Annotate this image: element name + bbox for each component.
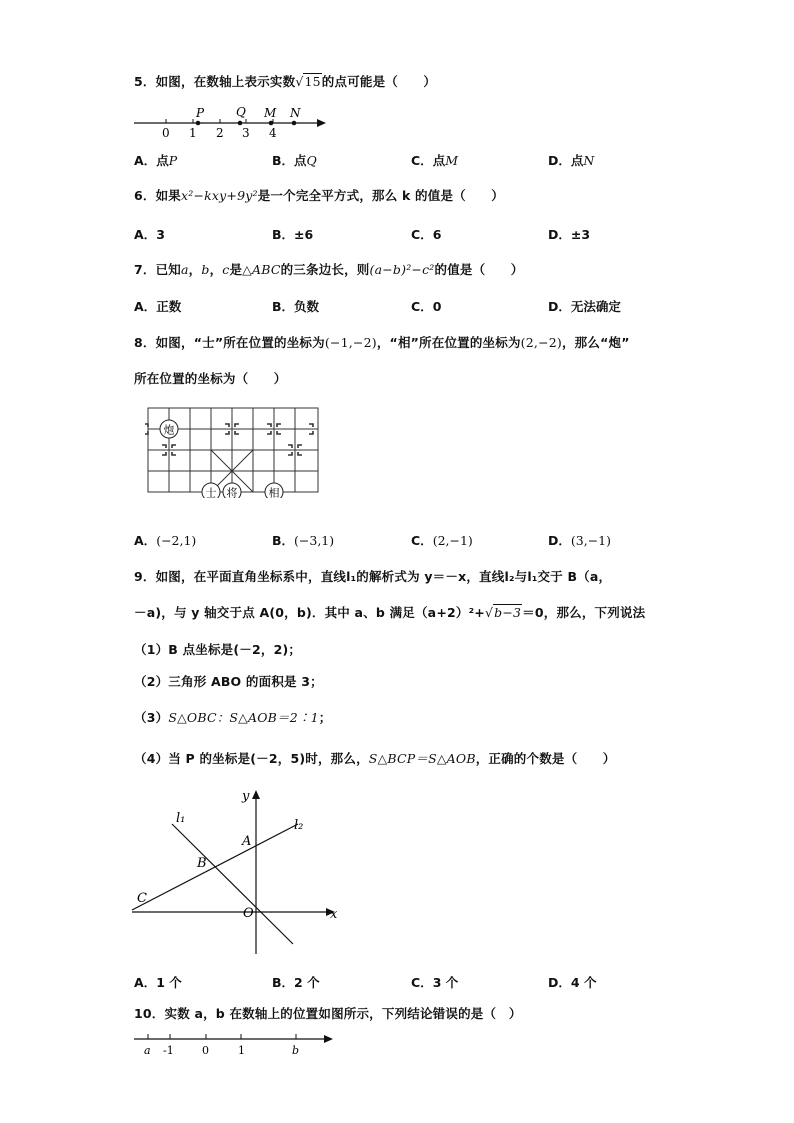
- point-P: [196, 121, 201, 126]
- point-N: [292, 121, 297, 126]
- q9-stem-line1: 9．如图，在平面直角坐标系中，直线l₁的解析式为 y＝－x，直线l₂与l₁交于 B（a，: [134, 569, 612, 584]
- q9-option-c[interactable]: C．3 个: [411, 975, 459, 990]
- label-1: 1: [238, 1044, 245, 1057]
- q5-option-d[interactable]: D．点N: [548, 153, 595, 168]
- label-M: M: [264, 106, 277, 120]
- q8-stem-line1: 8．如图，“士”所在位置的坐标为(−1,−2)，“相”所在位置的坐标为(2,−2)，那么“炮”: [134, 335, 630, 350]
- q8-option-c[interactable]: C．(2,−1): [411, 533, 473, 548]
- tick-3: 3: [242, 126, 250, 140]
- q9-statement-2: （2）三角形 ABO 的面积是 3；: [134, 674, 323, 689]
- tick-2: 2: [216, 126, 224, 140]
- q7-option-a[interactable]: A．正数: [134, 299, 182, 314]
- piece-shi-label: 士: [205, 486, 217, 498]
- label-N: N: [290, 106, 301, 120]
- y-axis-arrow-icon: [252, 790, 260, 799]
- q7-option-c[interactable]: C．0: [411, 299, 442, 314]
- q5-number-line: [130, 104, 330, 140]
- q5-stem: 5．如图，在数轴上表示实数√15的点可能是（ ）: [134, 74, 437, 89]
- q7-option-d[interactable]: D．无法确定: [548, 299, 621, 314]
- q6-option-a[interactable]: A．3: [134, 227, 165, 242]
- q9-option-a[interactable]: A．1 个: [134, 975, 182, 990]
- tick-4: 4: [269, 126, 277, 140]
- q7-stem: 7．已知a，b，c是△ABC的三条边长，则(a−b)²−c²的值是（ ）: [134, 262, 524, 277]
- q8-chess-board: [144, 404, 324, 498]
- label-y: y: [242, 789, 250, 804]
- q5-option-a[interactable]: A．点P: [134, 153, 178, 168]
- tick-0: 0: [162, 126, 170, 140]
- q7-option-b[interactable]: B．负数: [272, 299, 320, 314]
- label-P: P: [196, 106, 205, 120]
- label-x: x: [330, 907, 338, 922]
- label-B: B: [197, 856, 207, 871]
- q9-coordinate-graph: [130, 786, 346, 958]
- q9-statement-3: （3）S△OBC：S△AOB＝2∶1；: [134, 710, 332, 725]
- label-O: O: [243, 906, 254, 921]
- label-C: C: [137, 891, 147, 906]
- line-l1: [172, 824, 293, 944]
- piece-jiang-label: 将: [226, 486, 238, 498]
- q8-option-d[interactable]: D．(3,−1): [548, 533, 611, 548]
- q10-stem: 10．实数 a，b 在数轴上的位置如图所示，下列结论错误的是（ ）: [134, 1006, 522, 1021]
- q9-stem-line2: －a)，与 y 轴交于点 A(0，b)．其中 a、b 满足（a+2）²+√b−3＝0，那么，下列说法: [134, 605, 646, 620]
- q9-statement-1: （1）B 点坐标是(－2，2)；: [134, 642, 302, 657]
- label-Q: Q: [236, 105, 246, 119]
- q8-stem-line2: 所在位置的坐标为（ ）: [134, 371, 287, 386]
- label-0: 0: [202, 1044, 209, 1057]
- label-A: A: [242, 834, 252, 849]
- label-l1: l₁: [176, 811, 186, 826]
- axis-arrow-icon: [324, 1035, 333, 1043]
- point-Q: [238, 121, 243, 126]
- label-b: b: [292, 1044, 300, 1057]
- q9-option-b[interactable]: B．2 个: [272, 975, 320, 990]
- piece-pao-label: 炮: [163, 423, 175, 437]
- q5-option-b[interactable]: B．点Q: [272, 153, 317, 168]
- label-neg1: -1: [163, 1044, 174, 1057]
- q8-option-a[interactable]: A．(−2,1): [134, 533, 197, 548]
- q10-number-line: [130, 1030, 340, 1060]
- q6-stem: 6．如果x²−kxy+9y²是一个完全平方式，那么 k 的值是（ ）: [134, 188, 504, 203]
- piece-xiang-label: 相: [268, 486, 280, 498]
- axis-arrow-icon: [317, 119, 326, 127]
- q9-option-d[interactable]: D．4 个: [548, 975, 597, 990]
- q8-option-b[interactable]: B．(−3,1): [272, 533, 335, 548]
- label-l2: l₂: [294, 818, 304, 833]
- q6-option-c[interactable]: C．6: [411, 227, 442, 242]
- q6-option-b[interactable]: B．±6: [272, 227, 314, 242]
- label-a: a: [144, 1044, 151, 1057]
- q6-option-d[interactable]: D．±3: [548, 227, 591, 242]
- tick-1: 1: [189, 126, 197, 140]
- point-M: [269, 121, 274, 126]
- q9-statement-4: （4）当 P 的坐标是(－2，5)时，那么，S△BCP＝S△AOB，正确的个数是（ ）: [134, 751, 616, 766]
- q5-option-c[interactable]: C．点M: [411, 153, 459, 168]
